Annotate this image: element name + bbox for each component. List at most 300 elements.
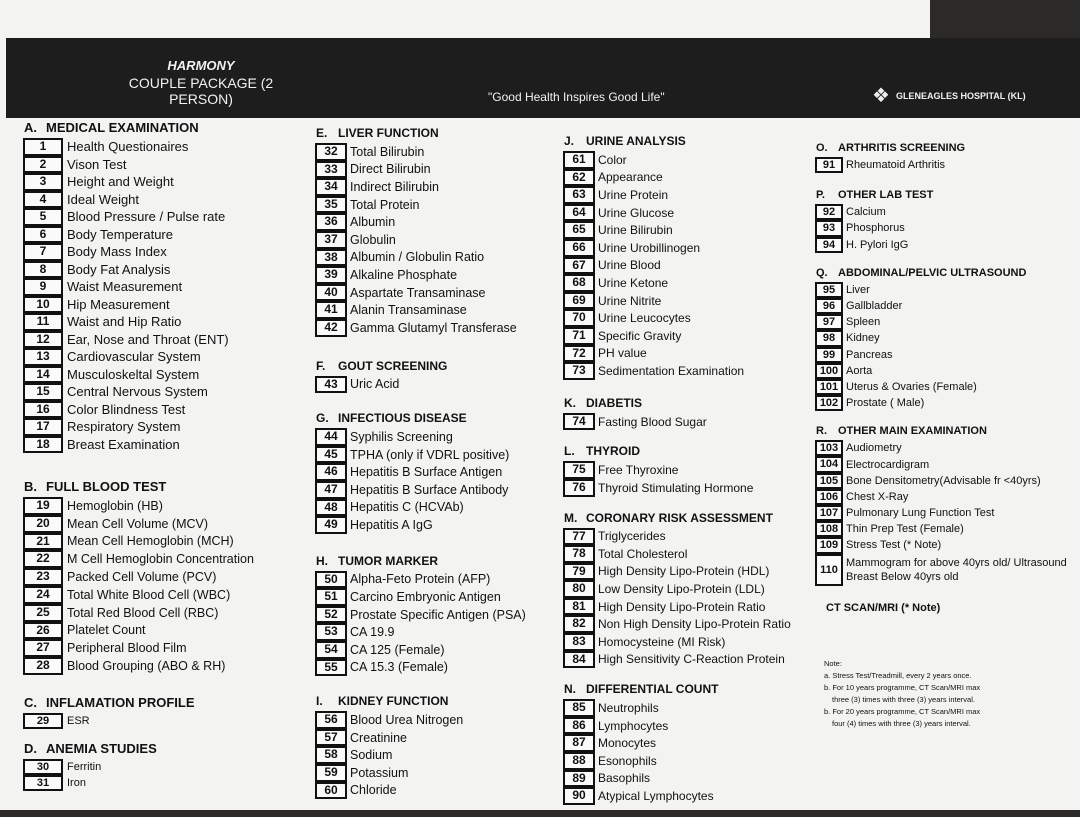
item-name: Hepatitis B Surface Antibody [350, 482, 509, 497]
section-thyroid [564, 444, 814, 496]
item-row [564, 204, 814, 222]
item-row [24, 278, 314, 296]
item-row [316, 319, 566, 337]
item-name: Urine Nitrite [598, 293, 662, 308]
item-row [564, 598, 814, 616]
item-name: Triglycerides [598, 529, 666, 544]
item-name: Urine Urobillinogen [598, 240, 701, 255]
item-number: 78 [563, 545, 595, 563]
item-number: 21 [23, 533, 63, 551]
section-letter: C. [24, 694, 37, 710]
package-name: COUPLE PACKAGE (2 PERSON) [128, 75, 274, 107]
item-name: Chloride [350, 783, 397, 798]
item-row [316, 516, 566, 534]
package-title [101, 58, 301, 107]
section-diabetis [564, 396, 814, 431]
section-letter: B. [24, 479, 37, 494]
item-number: 55 [315, 659, 347, 677]
item-number: 52 [315, 606, 347, 624]
item-name: Carcino Embryonic Antigen [350, 590, 501, 605]
item-name: Pulmonary Lung Function Test [846, 507, 995, 520]
section-coronary-risk [564, 511, 814, 669]
item-row [24, 550, 314, 568]
item-name: CA 15.3 (Female) [350, 660, 448, 675]
item-row [24, 568, 314, 586]
item-number: 60 [315, 782, 347, 800]
section-heading [816, 189, 1078, 201]
item-number: 45 [315, 446, 347, 464]
item-number: 53 [315, 623, 347, 641]
item-name: Blood Grouping (ABO & RH) [67, 659, 226, 674]
item-number: 97 [815, 314, 843, 330]
section-arthritis-screening [816, 142, 1078, 173]
section-letter: F. [316, 358, 326, 373]
section-other-main-examination [816, 425, 1078, 585]
item-name: Gamma Glutamyl Transferase [350, 320, 517, 335]
item-name: Indirect Bilirubin [350, 179, 439, 194]
item-name: Albumin / Globulin Ratio [350, 250, 485, 265]
item-row [564, 633, 814, 651]
item-number: 96 [815, 298, 843, 314]
item-name: Body Fat Analysis [67, 261, 171, 277]
section-title: GOUT SCREENING [338, 358, 448, 373]
item-row [564, 615, 814, 633]
item-row [564, 413, 814, 431]
item-number: 40 [315, 284, 347, 302]
item-name: Urine Glucose [598, 205, 675, 220]
item-row [316, 249, 566, 267]
item-number: 7 [23, 243, 63, 261]
column-3 [564, 134, 814, 817]
item-number: 17 [23, 418, 63, 436]
item-name: Mammogram for above 40yrs old/ Ultrasound Breast Below 40yrs old [846, 556, 1067, 583]
section-title: ARTHRITIS SCREENING [838, 142, 966, 154]
item-name: Phosphorus [846, 222, 905, 235]
item-name: Neutrophils [598, 701, 659, 716]
item-number: 63 [563, 186, 595, 204]
item-number: 29 [23, 713, 63, 729]
item-row [24, 383, 314, 401]
item-name: Non High Density Lipo-Protein Ratio [598, 617, 791, 632]
item-row [316, 746, 566, 764]
item-name: Syphilis Screening [350, 429, 453, 444]
section-heading [316, 126, 566, 140]
item-name: Total Red Blood Cell (RBC) [67, 605, 219, 620]
section-heading [816, 425, 1078, 437]
item-number: 98 [815, 330, 843, 346]
item-name: Color Blindness Test [67, 401, 186, 417]
item-row [816, 395, 1078, 411]
note-c-line2: four (4) times with three (3) years interval. [832, 718, 971, 728]
ct-scan-label: CT SCAN/MRI (* Note) [826, 601, 941, 614]
item-name: Rheumatoid Arthritis [846, 159, 946, 172]
section-heading [564, 682, 814, 696]
item-name: Ideal Weight [67, 191, 140, 207]
item-number: 28 [23, 657, 63, 675]
item-row [316, 143, 566, 161]
item-name: Chest X-Ray [846, 490, 909, 503]
item-row [24, 775, 314, 791]
section-heading [564, 396, 814, 410]
item-row [24, 657, 314, 675]
item-row [816, 298, 1078, 314]
section-title: FULL BLOOD TEST [46, 479, 167, 494]
section-heading [24, 479, 314, 494]
item-name: Thin Prep Test (Female) [846, 523, 964, 536]
section-gout-screening [316, 359, 566, 394]
item-name: Waist Measurement [67, 279, 183, 295]
section-heading [24, 695, 314, 710]
item-number: 68 [563, 274, 595, 292]
section-heading [316, 359, 566, 373]
item-row [316, 764, 566, 782]
item-name: Ear, Nose and Throat (ENT) [67, 331, 229, 347]
section-letter: E. [316, 126, 328, 140]
item-name: H. Pylori IgG [846, 238, 909, 251]
item-row [816, 220, 1078, 236]
item-name: Esonophils [598, 753, 657, 768]
item-row [316, 428, 566, 446]
item-row [816, 554, 1078, 586]
item-name: Hepatitis B Surface Antigen [350, 465, 503, 480]
item-row [316, 641, 566, 659]
section-letter: D. [24, 740, 37, 756]
item-row [24, 497, 314, 515]
item-row [24, 156, 314, 174]
item-row [316, 301, 566, 319]
hospital-logo [872, 86, 1026, 106]
item-number: 59 [315, 764, 347, 782]
item-row [816, 440, 1078, 456]
item-name: Specific Gravity [598, 328, 682, 343]
item-name: Urine Ketone [598, 275, 669, 290]
item-row [564, 787, 814, 805]
section-urine-analysis [564, 134, 814, 380]
hospital-logo-icon: ❖ [872, 85, 890, 107]
item-number: 54 [315, 641, 347, 659]
item-number: 32 [315, 143, 347, 161]
item-name: Thyroid Stimulating Hormone [598, 480, 754, 495]
item-number: 46 [315, 463, 347, 481]
item-name: Sedimentation Examination [598, 363, 745, 378]
section-kidney-function [316, 694, 566, 799]
item-name: Hip Measurement [67, 296, 170, 312]
item-row [816, 282, 1078, 298]
item-number: 42 [315, 319, 347, 337]
item-name: Central Nervous System [67, 384, 208, 400]
item-row [564, 257, 814, 275]
item-name: Ferritin [67, 760, 102, 773]
item-row [564, 545, 814, 563]
item-row [24, 173, 314, 191]
section-other-lab-test [816, 189, 1078, 253]
item-row [24, 639, 314, 657]
item-name: Cardiovascular System [67, 349, 201, 365]
section-anemia-studies [24, 741, 314, 791]
item-row [316, 376, 566, 394]
item-number: 26 [23, 622, 63, 640]
item-name: Homocysteine (MI Risk) [598, 634, 726, 649]
item-number: 100 [815, 363, 843, 379]
hospital-name: GLENEAGLES HOSPITAL (KL) [895, 91, 1026, 101]
column-4 [816, 142, 1078, 730]
item-row [24, 401, 314, 419]
item-row [316, 284, 566, 302]
item-number: 31 [23, 775, 63, 791]
item-number: 75 [563, 461, 595, 479]
section-inflamation-profile [24, 695, 314, 729]
item-number: 37 [315, 231, 347, 249]
section-letter: H. [316, 553, 328, 568]
item-number: 77 [563, 528, 595, 546]
item-number: 93 [815, 220, 843, 236]
section-title: DIFFERENTIAL COUNT [586, 682, 719, 697]
item-number: 58 [315, 746, 347, 764]
item-number: 9 [23, 278, 63, 296]
item-name: Direct Bilirubin [350, 162, 431, 177]
item-number: 41 [315, 301, 347, 319]
item-name: Atypical Lymphocytes [598, 789, 714, 804]
item-name: TPHA (only if VDRL positive) [350, 447, 510, 462]
item-number: 89 [563, 770, 595, 788]
item-name: High Density Lipo-Protein Ratio [598, 599, 766, 614]
item-number: 38 [315, 249, 347, 267]
item-row [564, 292, 814, 310]
section-title: URINE ANALYSIS [586, 134, 686, 148]
item-number: 83 [563, 633, 595, 651]
item-number: 110 [815, 554, 843, 586]
section-letter: J. [564, 134, 575, 148]
item-name: Mean Cell Hemoglobin (MCH) [67, 534, 234, 549]
item-number: 88 [563, 752, 595, 770]
item-row [24, 533, 314, 551]
section-heading [316, 554, 566, 568]
item-number: 10 [23, 296, 63, 314]
item-name: Urine Leucocytes [598, 311, 691, 326]
item-name: Audiometry [846, 442, 902, 455]
item-number: 30 [23, 759, 63, 775]
section-letter: O. [816, 142, 828, 154]
item-name: Urine Protein [598, 187, 669, 202]
item-number: 49 [315, 516, 347, 534]
item-number: 106 [815, 489, 843, 505]
item-number: 108 [815, 521, 843, 537]
item-row [816, 157, 1078, 173]
item-row [816, 347, 1078, 363]
section-letter: L. [564, 444, 575, 459]
item-row [564, 186, 814, 204]
item-number: 61 [563, 151, 595, 169]
item-number: 87 [563, 734, 595, 752]
section-title: ANEMIA STUDIES [46, 740, 157, 756]
item-number: 82 [563, 615, 595, 633]
note-a: a. Stress Test/Treadmill, every 2 years once. [824, 670, 972, 680]
item-name: Platelet Count [67, 623, 146, 638]
item-row [564, 770, 814, 788]
item-number: 24 [23, 586, 63, 604]
item-row [316, 782, 566, 800]
item-number: 48 [315, 499, 347, 517]
section-letter: R. [816, 425, 827, 438]
item-row [316, 588, 566, 606]
item-row [24, 622, 314, 640]
column-1 [24, 120, 314, 803]
section-letter: G. [316, 411, 329, 426]
item-row [564, 563, 814, 581]
item-row [564, 274, 814, 292]
item-name: CA 125 (Female) [350, 642, 445, 657]
note-c-line1: b. For 20 years programme, CT Scan/MRI max [824, 706, 981, 716]
item-row [316, 231, 566, 249]
item-number: 11 [23, 313, 63, 331]
item-number: 76 [563, 479, 595, 497]
item-row [564, 699, 814, 717]
item-number: 72 [563, 345, 595, 363]
item-name: Color [598, 152, 627, 167]
item-row [816, 379, 1078, 395]
item-row [564, 309, 814, 327]
item-name: Creatinine [350, 730, 407, 745]
column-2 [316, 126, 566, 811]
item-name: Alpha-Feto Protein (AFP) [350, 572, 491, 587]
item-row [24, 366, 314, 384]
item-row [24, 759, 314, 775]
section-title: CORONARY RISK ASSESSMENT [586, 510, 773, 525]
item-name: Height and Weight [67, 174, 174, 190]
item-number: 69 [563, 292, 595, 310]
item-number: 4 [23, 191, 63, 209]
item-row [24, 436, 314, 454]
item-number: 103 [815, 440, 843, 456]
item-number: 19 [23, 497, 63, 515]
item-number: 14 [23, 366, 63, 384]
section-letter: K. [564, 395, 576, 410]
item-name: Total Protein [350, 197, 420, 212]
item-name: Uterus & Ovaries (Female) [846, 380, 977, 393]
section-infectious-disease [316, 411, 566, 534]
item-row [24, 348, 314, 366]
item-name: Potassium [350, 765, 409, 780]
item-row [816, 456, 1078, 472]
item-row [564, 151, 814, 169]
section-letter: Q. [816, 266, 828, 279]
item-number: 107 [815, 505, 843, 521]
item-row [24, 138, 314, 156]
section-differential-count [564, 682, 814, 805]
item-row [24, 331, 314, 349]
item-name: Aorta [846, 364, 873, 377]
item-name: Kidney [846, 332, 880, 345]
motto: "Good Health Inspires Good Life" [488, 90, 665, 104]
section-letter: N. [564, 682, 576, 697]
section-title: KIDNEY FUNCTION [338, 694, 449, 709]
item-number: 27 [23, 639, 63, 657]
item-row [816, 204, 1078, 220]
section-heading [24, 741, 314, 756]
item-row [316, 571, 566, 589]
item-name: Bone Densitometry(Advisable fr <40yrs) [846, 474, 1041, 487]
section-letter: A. [24, 120, 37, 135]
section-heading [816, 142, 1078, 154]
item-number: 35 [315, 196, 347, 214]
section-title: OTHER MAIN EXAMINATION [838, 425, 987, 438]
item-name: Total Bilirubin [350, 144, 425, 159]
item-row [816, 314, 1078, 330]
section-title: INFLAMATION PROFILE [46, 694, 195, 710]
item-row [564, 752, 814, 770]
item-row [24, 604, 314, 622]
item-number: 79 [563, 563, 595, 581]
item-row [316, 463, 566, 481]
section-letter: P. [816, 189, 825, 202]
item-name: Peripheral Blood Film [67, 641, 187, 656]
item-row [24, 586, 314, 604]
item-name: Prostate ( Male) [846, 397, 925, 410]
item-number: 81 [563, 598, 595, 616]
item-number: 47 [315, 481, 347, 499]
item-number: 94 [815, 237, 843, 253]
item-name: Liver [846, 283, 870, 296]
item-number: 5 [23, 208, 63, 226]
item-row [24, 226, 314, 244]
item-number: 73 [563, 362, 595, 380]
item-name: ESR [67, 714, 90, 727]
item-row [316, 266, 566, 284]
section-heading [24, 120, 314, 135]
section-letter: I. [316, 694, 323, 709]
item-name: Pancreas [846, 348, 893, 361]
item-name: Breast Examination [67, 436, 180, 452]
section-title: INFECTIOUS DISEASE [338, 411, 467, 426]
item-row [316, 213, 566, 231]
item-row [816, 473, 1078, 489]
item-name: Hepatitis A IgG [350, 517, 433, 532]
item-number: 67 [563, 257, 595, 275]
item-name: Health Questionaires [67, 139, 189, 155]
section-tumor-marker [316, 554, 566, 677]
item-name: Alanin Transaminase [350, 303, 467, 318]
item-number: 8 [23, 261, 63, 279]
item-name: Basophils [598, 771, 651, 786]
item-number: 18 [23, 436, 63, 454]
item-name: Electrocardigram [846, 458, 930, 471]
item-name: Monocytes [598, 736, 657, 751]
item-name: Blood Urea Nitrogen [350, 713, 464, 728]
section-title: TUMOR MARKER [338, 553, 438, 568]
item-name: Musculoskeltal System [67, 366, 200, 382]
item-number: 2 [23, 156, 63, 174]
header-banner [6, 38, 1080, 118]
item-number: 66 [563, 239, 595, 257]
item-row [564, 461, 814, 479]
notes-title: Note: [824, 658, 842, 668]
item-number: 23 [23, 568, 63, 586]
item-row [24, 313, 314, 331]
item-number: 34 [315, 178, 347, 196]
item-name: Prostate Specific Antigen (PSA) [350, 607, 526, 622]
item-row [564, 479, 814, 497]
item-name: Total Cholesterol [598, 546, 688, 561]
item-row [564, 362, 814, 380]
item-number: 109 [815, 537, 843, 553]
item-number: 20 [23, 515, 63, 533]
item-number: 6 [23, 226, 63, 244]
item-number: 84 [563, 651, 595, 669]
item-name: Free Thyroxine [598, 463, 679, 478]
item-row [816, 521, 1078, 537]
item-number: 101 [815, 379, 843, 395]
item-number: 102 [815, 395, 843, 411]
